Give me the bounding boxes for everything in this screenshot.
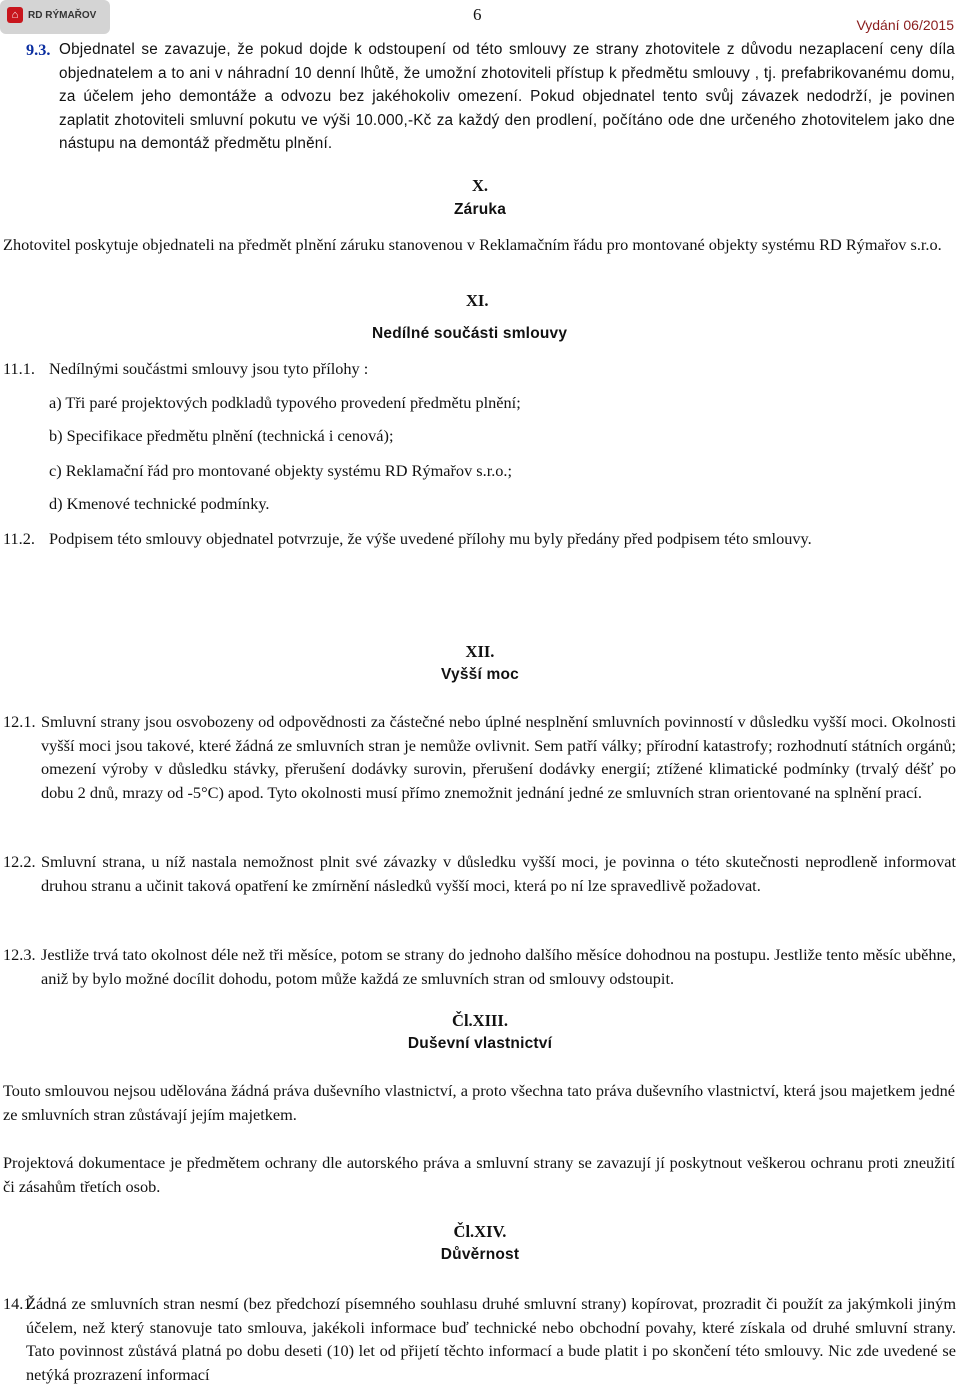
section-9-3-text: Objednatel se zavazuje, že pokud dojde k odstoupení od této smlouvy ze strany zhotovitele z důvodu nezaplacení ceny díla objednatelem a to ani v náhradní 10 denní lhůtě, že umožní zhotoviteli přístup k předmětu smlouvy , tj. prefabrikovanému domu, za účelem jeho demontáže a odvozu bez jakéhokoliv omezení. Pokud objednatel tento svůj závazek nedodrží, je povinen zaplatit zhotoviteli smluvní pokutu ve výši 10.000,-Kč za každý den prodlení, počítáno ode dne určeného zhotovitelem jako dne nástupu na demontáž předmětu plnění. <box>59 41 955 152</box>
article-11-title: Nedílné součásti smlouvy <box>372 325 568 342</box>
section-11-1-number: 11.1. <box>3 359 35 378</box>
section-14-1-number: 14.1. <box>3 1294 36 1313</box>
article-13-paragraph-1: Touto smlouvou nejsou udělována žádná práva duševního vlastnictví, a proto všechna tato práva duševního vlastnictví, která jsou majetkem jedné ze smluvních stran zůstávají jejím majetkem. <box>3 1081 955 1124</box>
article-14-title: Důvěrnost <box>440 1246 520 1263</box>
logo-mark-icon: ⌂ <box>7 7 23 23</box>
article-13-paragraph-2: Projektová dokumentace je předmětem ochrany dle autorského práva a smluvní strany se zavazují jí poskytnout veškerou ochranu proti zneužití či zásahům třetích osob. <box>3 1153 955 1196</box>
section-14-1-text: Žádná ze smluvních stran nesmí (bez předchozí písemného souhlasu druhé smluvní strany) kopírovat, prozradit či použít za jakýmkoli jiným účelem, než který stanovuje tato smlouva, jakékoli informace buď technické nebo obchodní povahy, které získala od druhé smluvní strany. Tato povinnost zůstává platná po dobu deseti (10) let od přijetí těchto informací a bude platit i po skončení této smlouvy. Nic zde uvedené se netýká prozrazení informací <box>26 1294 956 1384</box>
article-10-text: Zhotovitel poskytuje objednateli na předmět plnění záruku stanovenou v Reklamačním řádu pro montované objekty systému RD Rýmařov s.r.o. <box>3 235 942 254</box>
section-12-3-number: 12.3. <box>3 945 36 964</box>
section-9-3-number: 9.3. <box>26 40 51 59</box>
article-13-number: Čl.XIII. <box>452 1011 508 1030</box>
section-12-3-text: Jestliže trvá tato okolnost déle než tři měsíce, potom se strany do jednoho dalšího měsíce dohodnou na postupu. Jestliže tento měsíc uběhne, aniž by bylo možné docílit dohodu, potom může každá ze smluvních stran od smlouvy odstoupit. <box>41 945 956 988</box>
article-13-title: Duševní vlastnictví <box>407 1035 553 1052</box>
article-11-number: XI. <box>466 291 489 310</box>
article-10-title: Záruka <box>453 201 507 218</box>
article-14-number: Čl.XIV. <box>453 1222 507 1241</box>
article-10-number: X. <box>471 176 489 195</box>
attachment-item: b) Specifikace předmětu plnění (technická i cenová); <box>49 426 394 445</box>
attachment-item: c) Reklamační řád pro montované objekty systému RD Rýmařov s.r.o.; <box>49 461 513 480</box>
section-12-1-number: 12.1. <box>3 712 36 731</box>
section-12-1-text: Smluvní strany jsou osvobozeny od odpovědnosti za částečné nebo úplné nesplnění smluvních povinností v důsledku vyšší moci. Okolnosti vyšší moci jsou takové, které žádná ze smluvních stran je nemůže ovlivnit. Sem patří války; přírodní katastrofy; rozhodnutí státních orgánů; omezení výroby v důsledku stávky, přerušení dodávky surovin, přerušení dodávky energií; ztížené klimatické podmínky (trvalý déšť po dobu 2 dnů, mrazy od -5°C) apod. Tyto okolnosti musí přímo znemožnit jednání jedné ze smluvních stran orientované na splnění prací. <box>41 712 956 802</box>
article-12-title: Vyšší moc <box>441 666 519 683</box>
section-11-1-text: Nedílnými součástmi smlouvy jsou tyto přílohy : <box>49 359 369 378</box>
section-11-2-text: Podpisem této smlouvy objednatel potvrzuje, že výše uvedené přílohy mu byly předány před podpisem této smlouvy. <box>49 529 812 548</box>
logo-text: RD RÝMAŘOV <box>28 10 97 21</box>
section-12-2-text: Smluvní strana, u níž nastala nemožnost plnit své závazky v důsledku vyšší moci, je povinna o této skutečnosti neprodleně informovat druhou stranu a učinit taková opatření ke zmírnění následků vyšší moci, která po ní lze spravedlivě požadovat. <box>41 852 956 895</box>
company-logo <box>0 0 110 34</box>
section-12-2-number: 12.2. <box>3 852 36 871</box>
attachment-item: d) Kmenové technické podmínky. <box>49 494 270 513</box>
section-11-2-number: 11.2. <box>3 529 35 548</box>
edition-label: Vydání 06/2015 <box>856 17 954 33</box>
attachment-item: a) Tři paré projektových podkladů typového provedení předmětu plnění; <box>49 393 521 412</box>
article-12-number: XII. <box>465 642 495 661</box>
page-number: 6 <box>473 5 482 24</box>
